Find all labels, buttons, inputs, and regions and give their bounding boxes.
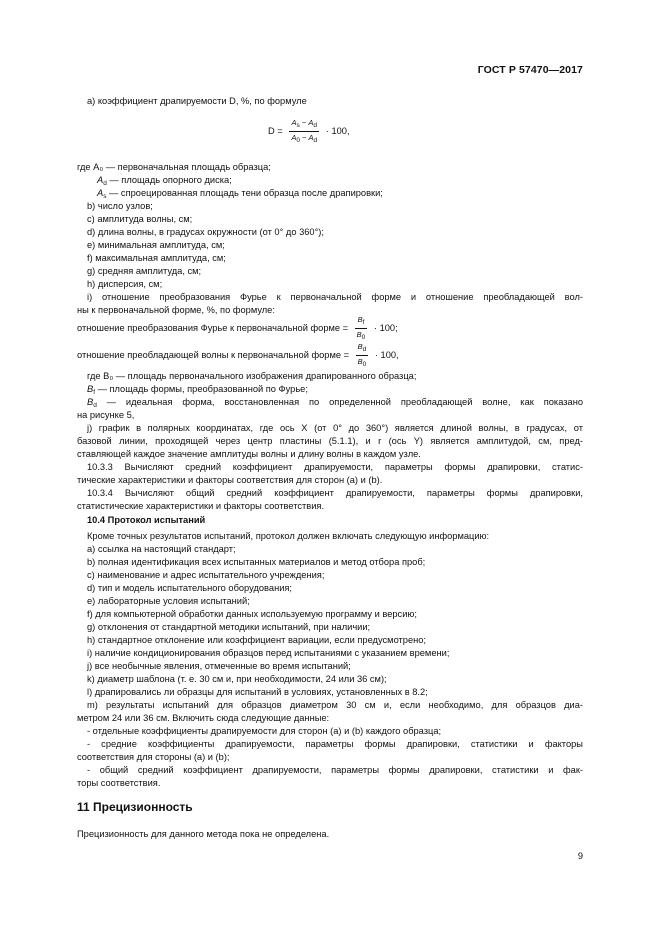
formula-numerator: Bf — [355, 315, 368, 329]
list2-item: c) наименование и адрес испытательного учреждения; — [87, 570, 325, 580]
where-a0: где A₀ — первоначальная площадь образца; — [77, 162, 271, 172]
list2-item: а) ссылка на настоящий стандарт; — [87, 544, 236, 554]
formula-text: отношение преобладающей волны к первоначальной форме = — [77, 349, 350, 360]
formula-rhs: · 100, — [325, 125, 350, 136]
formula-fraction — [289, 118, 319, 145]
list2-item: e) лабораторные условия испытаний; — [87, 596, 250, 606]
dash-item-3-line1: - общий средний коэффициент драпируемости, параметры формы драпировки, статистики и фак- — [87, 765, 583, 775]
list1-item: h) дисперсия, см; — [87, 279, 163, 289]
section-11-text: Прецизионность для данного метода пока не определена. — [77, 829, 330, 839]
formula-fraction — [355, 315, 368, 342]
formula-rhs: · 100, — [374, 349, 399, 360]
formula-fraction — [356, 342, 369, 369]
list1-item: b) число узлов; — [87, 201, 153, 211]
list2-item: h) стандартное отклонение или коэффициент вариации, если предусмотрено; — [87, 635, 427, 645]
where2-b0: где B₀ — площадь первоначального изображения драпированного образца; — [87, 371, 417, 381]
list2-item: g) отклонения от стандартной методики испытаний, при наличии; — [87, 622, 371, 632]
list2-item: d) тип и модель испытательного оборудования; — [87, 583, 293, 593]
where-ad: $A_d$ — площадь опорного диска; — [97, 175, 232, 187]
section-11-title: 11 Прецизионность — [77, 800, 193, 814]
item-i-line1: i) отношение преобразования Фурье к первоначальной форме и отношение преобладающей вол- — [87, 292, 583, 302]
formula-numerator: Bd — [356, 342, 369, 356]
section-10-4-intro: Кроме точных результатов испытаний, протокол должен включать следующую информацию: — [87, 531, 490, 541]
where2-bf: $B_f$ — площадь формы, преобразованной по Фурье; — [87, 384, 308, 396]
para-10-3-4-line1: 10.3.4 Вычисляют общий средний коэффициент драпируемости, параметры формы драпировки, — [87, 488, 583, 498]
where2-bd-line2: на рисунке 5, — [77, 410, 135, 420]
formula-lhs: D = — [268, 125, 283, 136]
formula-rhs: · 100; — [373, 322, 398, 333]
para-10-3-3-line1: 10.3.3 Вычисляют средний коэффициент драпируемости, параметры формы драпировки, статис- — [87, 462, 583, 472]
dash-item-2-line1: - средние коэффициенты драпируемости, параметры формы драпировки, статистики и факторы — [87, 739, 583, 749]
formula-numerator: As − Ad — [289, 118, 319, 132]
list2-item: i) наличие кондиционирования образцов перед испытаниями с указанием времени; — [87, 648, 450, 658]
where-as: $A_s$ — спроецированная площадь тени образца после драпировки; — [97, 188, 383, 200]
list2-item: f) для компьютерной обработки данных используемую программу и версию; — [87, 609, 417, 619]
item-j-line3: ставляющей каждое значение амплитуды волны и длину волны в каждом узле. — [77, 449, 421, 459]
list2-item: b) полная идентификация всех испытанных материалов и метод отбора проб; — [87, 557, 426, 567]
page-number: 9 — [577, 851, 583, 861]
list2-item: l) драпировались ли образцы для испытаний в условиях, установленных в 8.2; — [87, 687, 428, 697]
formula-drape-coefficient — [268, 118, 350, 145]
list1-item: f) максимальная амплитуда, см; — [87, 253, 226, 263]
item-m-line2: метром 24 или 36 см. Включить сюда следующие данные: — [77, 713, 330, 723]
item-a: а) коэффициент драпируемости D, %, по формуле — [87, 96, 307, 106]
where2-bd-line1: $B_d$ — идеальная форма, восстановленная по определенной преобладающей волне, как показано — [87, 397, 583, 409]
list2-item: k) диаметр шаблона (т. е. 30 см и, при необходимости, 24 или 36 см); — [87, 674, 387, 684]
list1-item: e) минимальная амплитуда, см; — [87, 240, 225, 250]
formula-fourier-ratio — [77, 315, 398, 342]
list1-item: c) амплитуда волны, см; — [87, 214, 193, 224]
item-m-line1: m) результаты испытаний для образцов диаметром 30 см и, если необходимо, для образцов диа- — [87, 700, 583, 710]
formula-denominator: B0 — [356, 330, 366, 341]
formula-denominator: A0 − Ad — [291, 133, 318, 144]
item-j-line1: j) график в полярных координатах, где ось X (от 0° до 360°) является длиной волны, в градусах, от — [87, 423, 583, 433]
list1-item: d) длина волны, в градусах окружности (от 0° до 360°); — [87, 227, 324, 237]
formula-dominant-wave-ratio — [77, 342, 399, 369]
dash-item-1: - отдельные коэффициенты драпируемости для сторон (a) и (b) каждого образца; — [87, 726, 442, 736]
dash-item-3-line2: торы соответствия. — [77, 778, 161, 788]
item-j-line2: базовой линии, проходящей через центр пластины (5.1.1), и r (ось Y) является амплитудой, см, пред- — [77, 436, 583, 446]
dash-item-2-line2: соответствия для стороны (a) и (b); — [77, 752, 230, 762]
item-i-line2: ны к первоначальной форме, %, по формуле: — [77, 305, 275, 315]
section-10-4-title: 10.4 Протокол испытаний — [87, 515, 206, 525]
para-10-3-3-line2: тические характеристики и факторы соответствия для сторон (a) и (b). — [77, 475, 383, 485]
para-10-3-4-line2: статистические характеристики и факторы соответствия. — [77, 501, 325, 511]
formula-denominator: B0 — [357, 357, 367, 368]
list1-item: g) средняя амплитуда, см; — [87, 266, 202, 276]
formula-text: отношение преобразования Фурье к первоначальной форме = — [77, 322, 349, 333]
list2-item: j) все необычные явления, отмеченные во время испытаний; — [87, 661, 351, 671]
document-header: ГОСТ Р 57470—2017 — [477, 64, 583, 76]
